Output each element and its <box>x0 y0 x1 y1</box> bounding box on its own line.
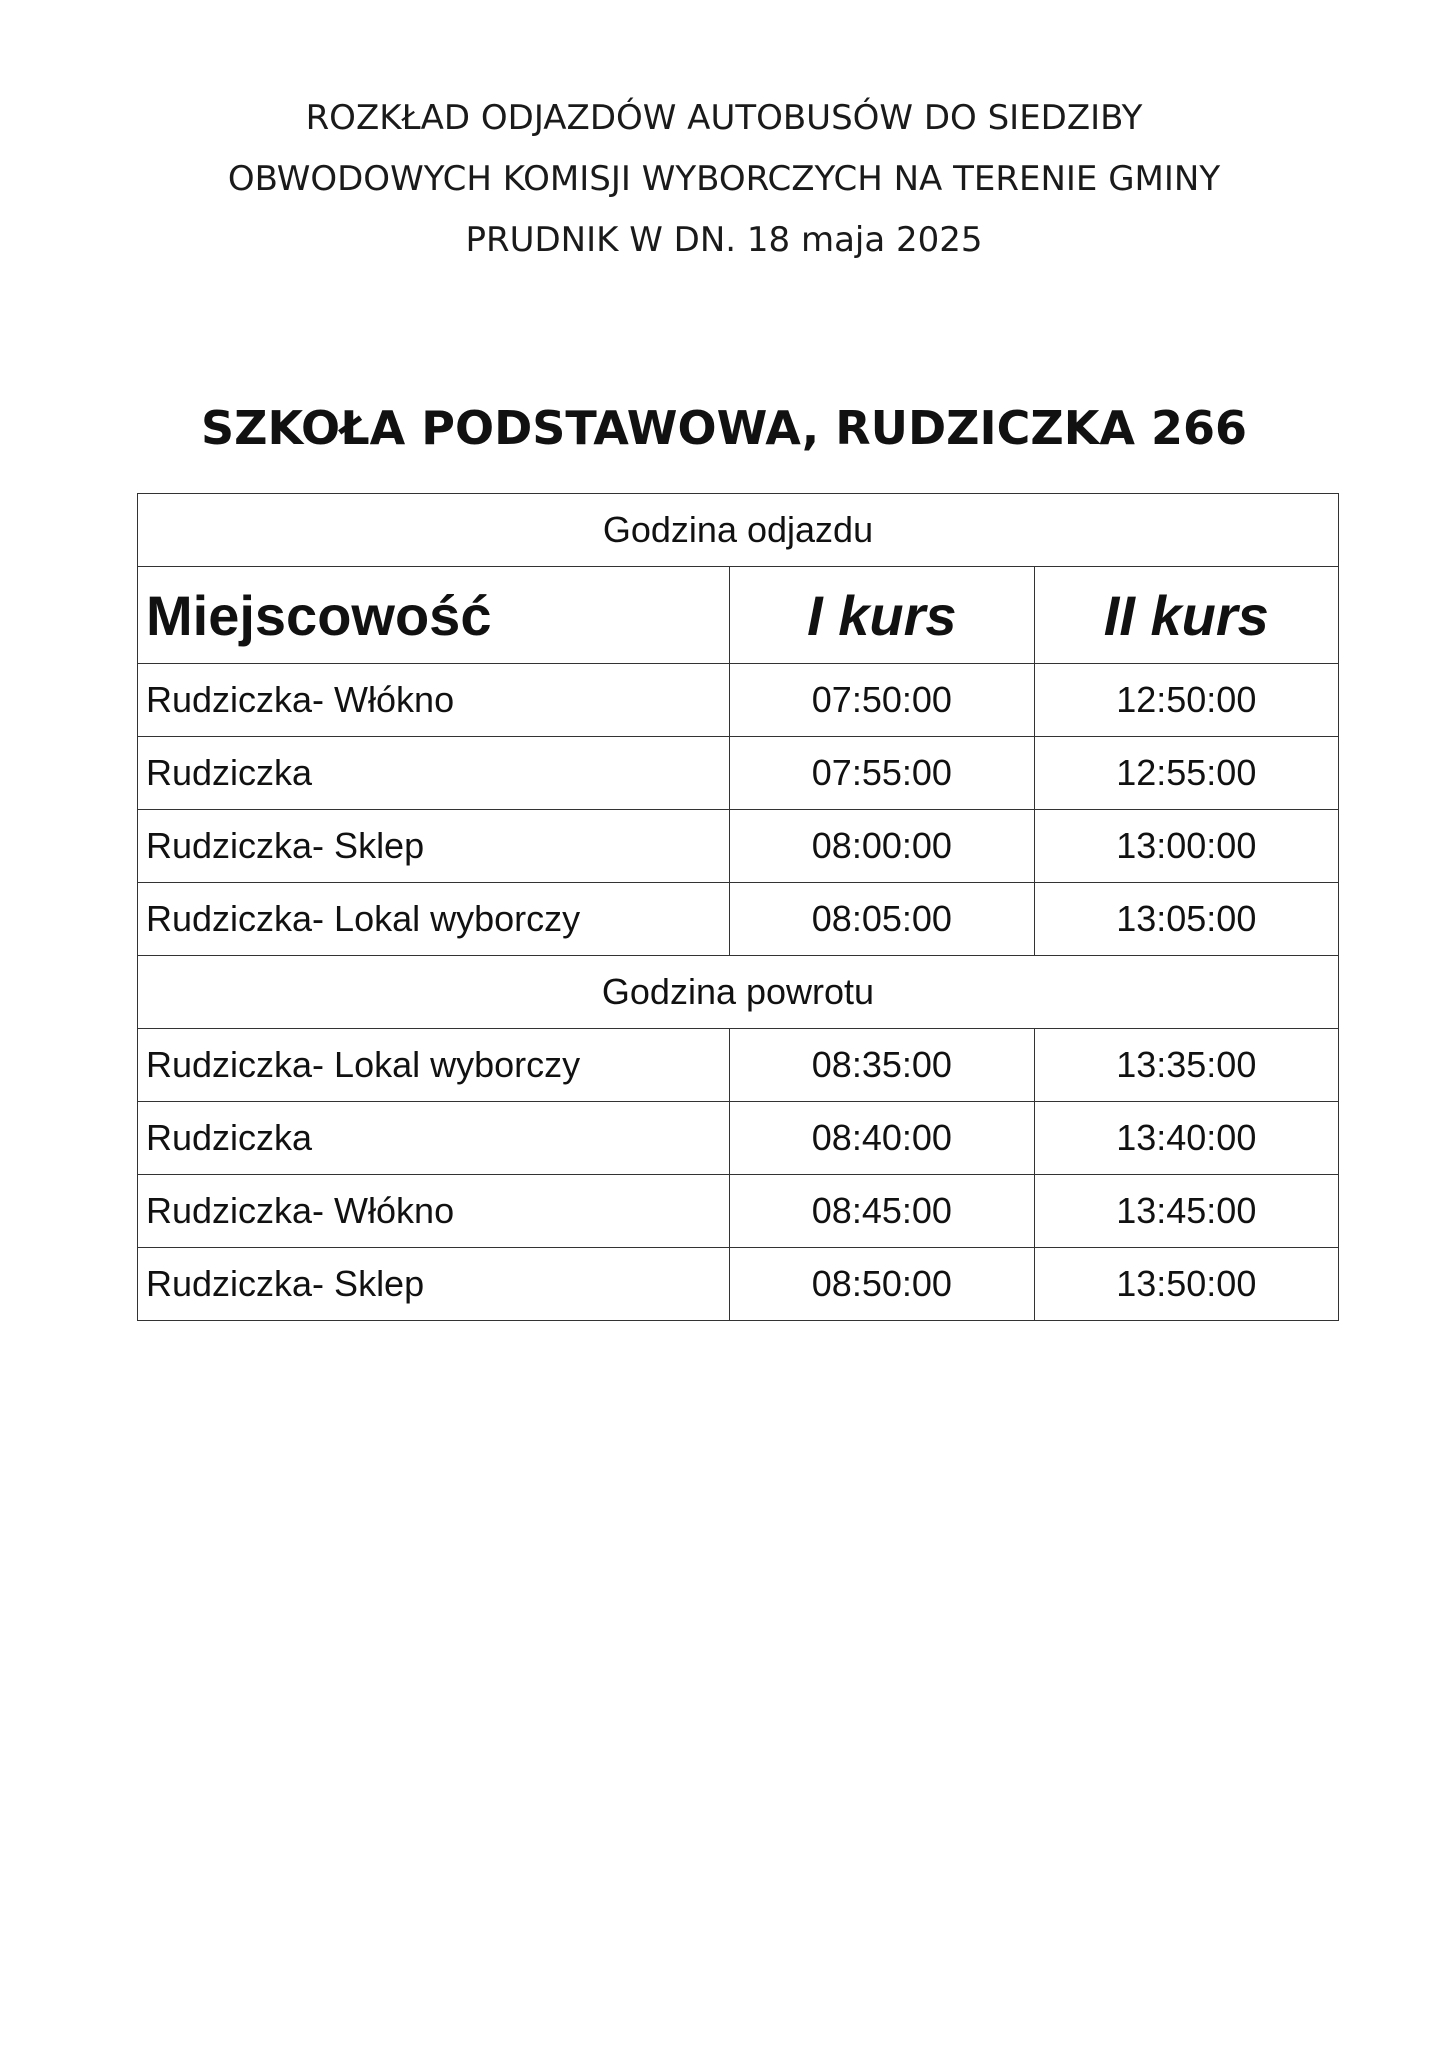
return-section-label: Godzina powrotu <box>138 956 1339 1029</box>
kurs2-time-cell: 13:45:00 <box>1034 1175 1338 1248</box>
table-row <box>138 737 1339 810</box>
place-cell: Rudziczka- Włókno <box>138 1175 730 1248</box>
kurs2-time-cell: 13:00:00 <box>1034 810 1338 883</box>
document-header <box>0 88 1448 271</box>
departure-section-label: Godzina odjazdu <box>138 494 1339 567</box>
kurs2-time-cell: 13:50:00 <box>1034 1248 1338 1321</box>
column-header-kurs1: I kurs <box>730 567 1034 664</box>
kurs2-time-cell: 13:35:00 <box>1034 1029 1338 1102</box>
header-line-3: PRUDNIK W DN. 18 maja 2025 <box>465 220 983 260</box>
table-row <box>138 1102 1339 1175</box>
place-cell: Rudziczka- Sklep <box>138 810 730 883</box>
table-row <box>138 1029 1339 1102</box>
kurs1-time-cell: 08:05:00 <box>730 883 1034 956</box>
kurs1-time-cell: 08:00:00 <box>730 810 1034 883</box>
column-header-place: Miejscowość <box>138 567 730 664</box>
table-row <box>138 810 1339 883</box>
kurs2-time-cell: 13:40:00 <box>1034 1102 1338 1175</box>
schedule-table <box>137 493 1339 1321</box>
kurs2-time-cell: 12:55:00 <box>1034 737 1338 810</box>
place-cell: Rudziczka- Lokal wyborczy <box>138 1029 730 1102</box>
kurs1-time-cell: 08:35:00 <box>730 1029 1034 1102</box>
return-section-row <box>138 956 1339 1029</box>
place-cell: Rudziczka- Włókno <box>138 664 730 737</box>
location-title: SZKOŁA PODSTAWOWA, RUDZICZKA 266 <box>200 401 1248 455</box>
kurs1-time-cell: 08:45:00 <box>730 1175 1034 1248</box>
kurs1-time-cell: 07:50:00 <box>730 664 1034 737</box>
kurs2-time-cell: 13:05:00 <box>1034 883 1338 956</box>
kurs2-time-cell: 12:50:00 <box>1034 664 1338 737</box>
kurs1-time-cell: 07:55:00 <box>730 737 1034 810</box>
table-row <box>138 883 1339 956</box>
place-cell: Rudziczka- Sklep <box>138 1248 730 1321</box>
kurs1-time-cell: 08:50:00 <box>730 1248 1034 1321</box>
column-header-kurs2: II kurs <box>1034 567 1338 664</box>
place-cell: Rudziczka <box>138 1102 730 1175</box>
header-line-1: ROZKŁAD ODJAZDÓW AUTOBUSÓW DO SIEDZIBY <box>305 98 1143 138</box>
header-line-2: OBWODOWYCH KOMISJI WYBORCZYCH NA TERENIE GMINY <box>227 159 1221 199</box>
kurs1-time-cell: 08:40:00 <box>730 1102 1034 1175</box>
table-row <box>138 1248 1339 1321</box>
place-cell: Rudziczka- Lokal wyborczy <box>138 883 730 956</box>
column-header-row <box>138 567 1339 664</box>
table-row <box>138 664 1339 737</box>
place-cell: Rudziczka <box>138 737 730 810</box>
table-row <box>138 1175 1339 1248</box>
departure-section-row <box>138 494 1339 567</box>
